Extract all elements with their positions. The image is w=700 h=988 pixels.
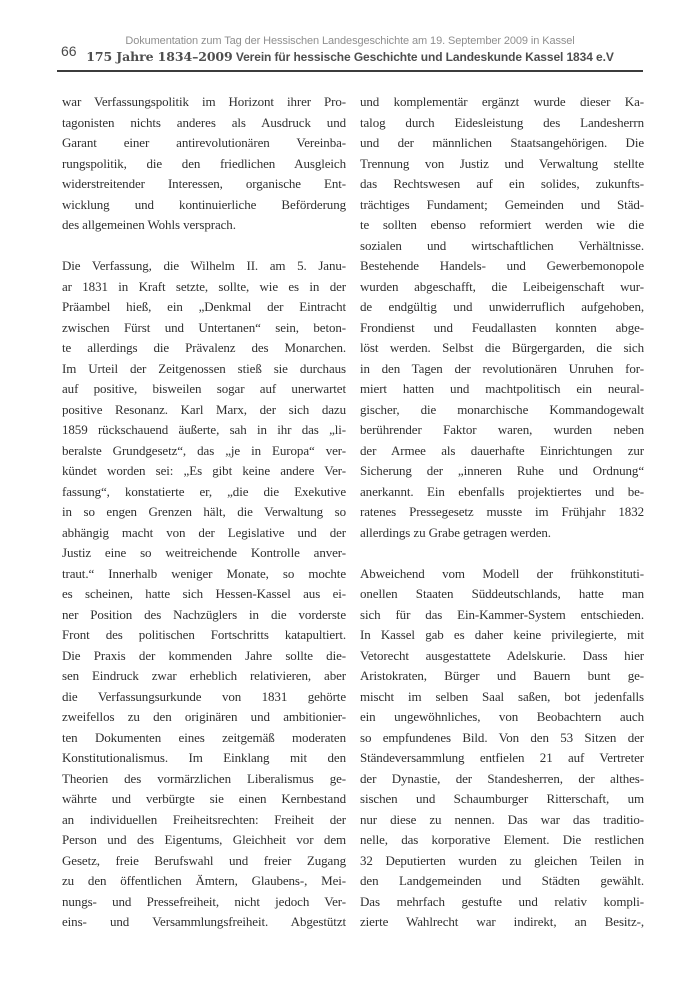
- text-line: zweifellos zu den originären und ambitionier-: [62, 709, 346, 724]
- text-line: te sollten ebenso reformiert werden wie die: [360, 217, 644, 232]
- text-line: allerdings zu Grabe getragen werden.: [360, 524, 551, 540]
- text-line: nelle, das korporative Element. Die restlichen: [360, 832, 644, 847]
- text-line: abhängig macht von der Legislative und der: [62, 524, 346, 540]
- text-line: und komplementär ergänzt wurde dieser Ka-: [360, 94, 644, 109]
- text-line: Frondienst und Feudallasten konnten abge-: [360, 319, 644, 335]
- text-line: nungs- und Pressefreiheit, nicht jedoch Ver-: [62, 893, 346, 909]
- text-line: Bestehende Handels- und Gewerbemonopole: [360, 258, 644, 273]
- text-line: wicklung und kontinuierliche Beförderung: [62, 196, 346, 212]
- text-line: ratenes Pressegesetz musste im Frühjahr 1832: [360, 504, 644, 519]
- column-left: [62, 92, 346, 933]
- text-line: Die Praxis der kommenden Jahre sollte die-: [62, 647, 346, 663]
- text-line: in den Tagen der revolutionären Unruhen for-: [360, 360, 644, 376]
- text-line: anerkannt. Ein ebenfalls projektiertes und be-: [360, 483, 644, 499]
- text-line: In Kassel gab es daher keine privilegierte, mit: [360, 627, 644, 642]
- text-line: traut.“ Innerhalb weniger Monate, so mochte: [62, 565, 346, 581]
- text-line: de endgültig und unwiderruflich aufgehoben,: [360, 299, 644, 314]
- text-line: ar 1831 in Kraft setzte, sollte, wie es in der: [62, 278, 346, 294]
- text-line: war Verfassungspolitik im Horizont ihrer Pro-: [62, 94, 346, 109]
- page-body: [62, 92, 644, 933]
- text-line: der Dynastie, der Standesherren, der althes-: [360, 770, 644, 786]
- text-line: Aristokraten, Bürger und Bauern bunt ge-: [360, 668, 644, 683]
- text-line: Person und des Eigentums, Gleichheit vor dem: [62, 832, 346, 847]
- text-line: es scheinen, hatte sich Hessen-Kassel aus ei-: [62, 586, 346, 601]
- page-header: [57, 34, 643, 65]
- text-line: des allgemeinen Wohls versprach.: [62, 217, 236, 232]
- text-line: ner Position des Nachzüglers in die vorderste: [62, 606, 346, 622]
- text-line: mischt im selben Saal saßen, bot jedenfalls: [360, 688, 644, 704]
- text-line: positive Resonanz. Karl Marx, der sich dazu: [62, 401, 346, 417]
- paragraph: [62, 256, 346, 933]
- text-line: Die Verfassung, die Wilhelm II. am 5. Janu-: [62, 258, 346, 273]
- text-line: Theorien des vormärzlichen Liberalismus ge-: [62, 770, 346, 786]
- text-line: nur diese zu nennen. Das war das traditio-: [360, 811, 644, 827]
- text-line: die Verfassungsurkunde von 1831 gehörte: [62, 688, 346, 704]
- text-line: Sicherung der „inneren Ruhe und Ordnung“: [360, 463, 644, 478]
- text-line: in so engen Grenzen hält, die Verwaltung so: [62, 504, 346, 519]
- text-line: Abweichend vom Modell der frühkonstituti-: [360, 565, 644, 581]
- text-line: auf positive, bisweilen sogar auf unerwartet: [62, 381, 346, 396]
- text-line: so empfundenes Bild. Von den 53 Sitzen der: [360, 729, 644, 745]
- text-line: Im Urteil der Zeitgenossen stieß sie durchaus: [62, 360, 346, 376]
- text-line: Front des politischen Fortschritts katapultiert.: [62, 627, 346, 642]
- text-line: Garant einer antirevolutionären Vereinba-: [62, 135, 346, 150]
- paragraph: [360, 564, 644, 933]
- text-line: das Rechtswesen auf ein solides, zukunfts-: [360, 176, 644, 191]
- text-line: Das mehrfach gestufte und relativ kompli-: [360, 893, 644, 909]
- header-anniversary-years: 175 Jahre 1834–2009: [86, 49, 233, 64]
- text-line: Justiz eine so weitreichende Kontrolle anver-: [62, 545, 346, 560]
- text-line: sischen und Schaumburger Ritterschaft, um: [360, 791, 644, 806]
- text-line: beralste Grundgesetz“, das „je in Europa“ ver-: [62, 442, 346, 458]
- text-line: Ständeversammlung entfielen 21 auf Vertreter: [360, 750, 644, 765]
- column-right: [360, 92, 644, 933]
- text-line: berührender Faktor waren, wurden neben: [360, 422, 644, 437]
- header-association-line: [57, 49, 643, 65]
- text-line: eins- und Versammlungsfreiheit. Abgestützt: [62, 914, 346, 929]
- text-line: zierte Wahlrecht war indirekt, an Besitz-,: [360, 914, 644, 929]
- text-line: und der männlichen Staatsangehörigen. Die: [360, 135, 644, 150]
- text-line: talog durch Eidesleistung des Landesherrn: [360, 114, 644, 130]
- text-line: fassung“, konstatierte er, „die die Exekutive: [62, 483, 346, 499]
- text-line: rungspolitik, die den friedlichen Ausgleich: [62, 155, 346, 171]
- text-line: der Armee als dauerhafte Einrichtungen zur: [360, 442, 644, 458]
- page-number: 66: [61, 43, 77, 59]
- paragraph: [62, 92, 346, 236]
- text-line: sozialen und wirtschaftlichen Verhältnisse.: [360, 237, 644, 253]
- text-line: währte und verbürgte sie einen Kernbestand: [62, 791, 346, 806]
- header-event-title: Dokumentation zum Tag der Hessischen Landesgeschichte am 19. September 2009 in Kassel: [125, 35, 575, 47]
- text-line: Gesetz, freie Berufswahl und freier Zugang: [62, 852, 346, 868]
- text-line: zu den öffentlichen Ämtern, Glaubens-, Mei-: [62, 873, 346, 888]
- text-line: den Landgemeinden und Städten gewählt.: [360, 873, 644, 888]
- text-line: te allerdings die Prävalenz des Monarchen.: [62, 340, 346, 355]
- text-line: trächtiges Fundament; Gemeinden und Städ-: [360, 196, 644, 212]
- text-line: an individuellen Freiheitsrechten: Freiheit der: [62, 811, 346, 827]
- text-line: 1859 rückschauend äußerte, sah in ihr das „li-: [62, 422, 346, 437]
- text-line: Konstitutionalismus. Im Einklang mit den: [62, 750, 346, 765]
- text-line: widerstreitender Interessen, organische Ent-: [62, 176, 346, 191]
- header-association-name: Verein für hessische Geschichte und Landeskunde Kassel 1834 e.V: [232, 50, 614, 64]
- text-line: gischer, die monarchische Kommandogewalt: [360, 401, 644, 417]
- text-line: Präambel hieß, ein „Denkmal der Eintracht: [62, 299, 346, 314]
- text-line: 32 Deputierten wurden zu gleichen Teilen in: [360, 852, 644, 868]
- header-divider-rule: [57, 70, 643, 72]
- text-line: Trennung von Justiz und Verwaltung stellte: [360, 155, 644, 171]
- text-line: Vetorecht ausgestattete Adelskurie. Dass hier: [360, 647, 644, 663]
- text-line: wurden abgeschafft, die Leibeigenschaft wur-: [360, 278, 644, 294]
- text-line: ten Dokumenten eines zeitgemäß moderaten: [62, 729, 346, 745]
- text-line: onellen Staaten Süddeutschlands, hatte man: [360, 586, 644, 601]
- text-line: löst werden. Selbst die Bürgergarden, die sich: [360, 340, 644, 355]
- text-line: miert hatten und machtpolitisch ein neural-: [360, 381, 644, 396]
- text-line: zwischen Fürst und Untertanen“ sein, beton-: [62, 319, 346, 335]
- text-line: kündet worden sei: „Es gibt keine andere Ver-: [62, 463, 346, 478]
- text-line: sen Eindruck zwar erheblich relativieren, aber: [62, 668, 346, 683]
- text-line: tagonisten nichts anderes als Ausdruck und: [62, 114, 346, 130]
- text-line: sich für das Ein-Kammer-System entschieden.: [360, 606, 644, 622]
- text-line: ein ungewöhnliches, von Beobachtern auch: [360, 709, 644, 724]
- paragraph: [360, 92, 644, 543]
